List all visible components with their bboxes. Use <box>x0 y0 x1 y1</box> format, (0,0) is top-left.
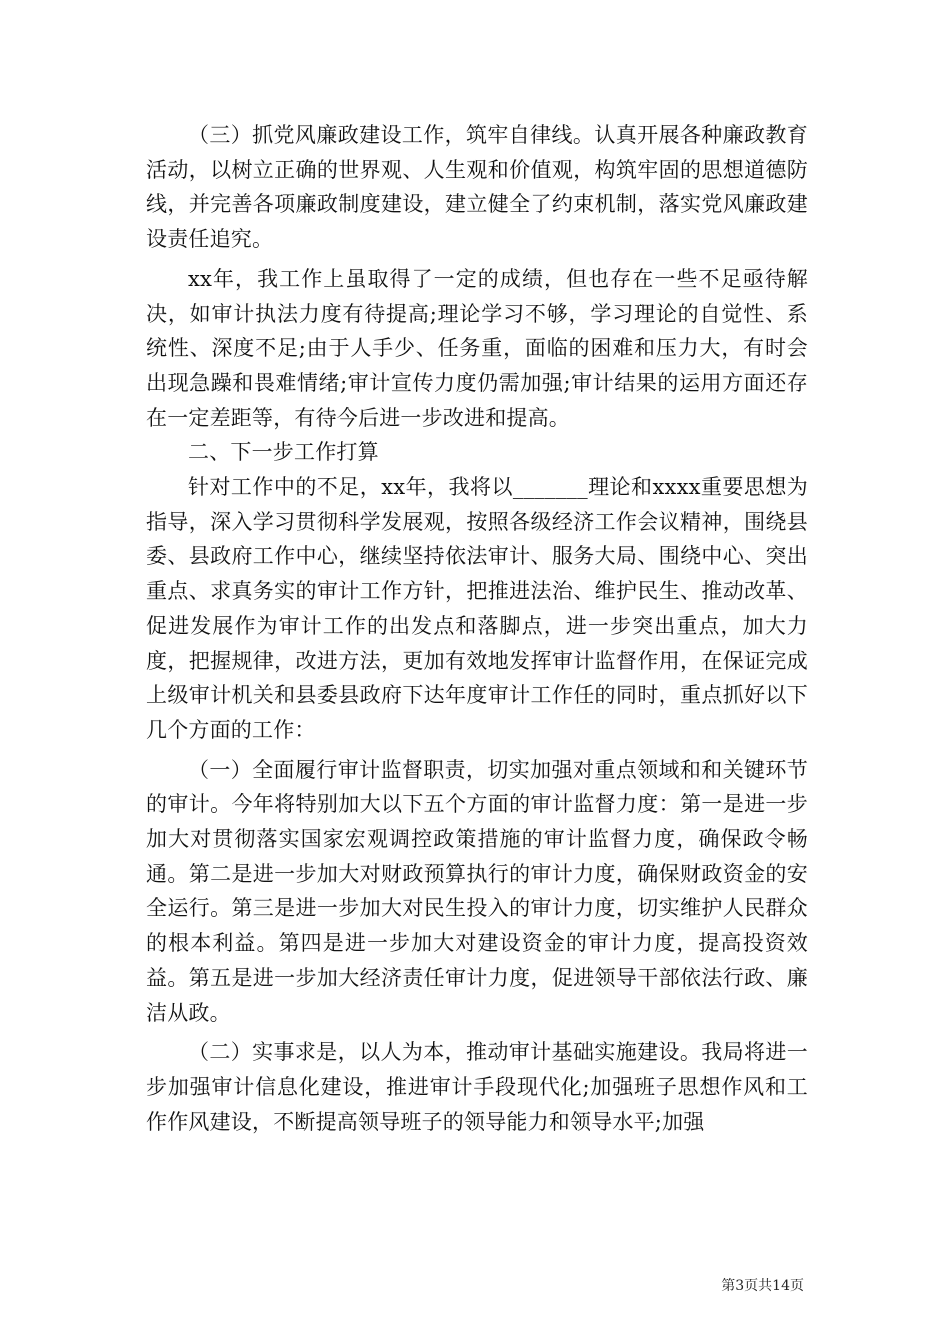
paragraph-audit-infrastructure: （二）实事求是，以人为本，推动审计基础实施建设。我局将进一步加强审计信息化建设，推进审计手段现代化;加强班子思想作风和工作作风建设，不断提高领导班子的领导能力和领导水平;加强 <box>146 1040 808 1134</box>
document-body <box>146 118 808 1139</box>
paragraph-shortcomings: xx年，我工作上虽取得了一定的成绩，但也存在一些不足亟待解决，如审计执法力度有待提高;理论学习不够，学习理论的自觉性、系统性、深度不足;由于人手少、任务重，面临的困难和压力大，有时会出现急躁和畏难情绪;审计宣传力度仍需加强;审计结果的运用方面还存在一定差距等，有待今后进一步改进和提高。 <box>146 266 808 430</box>
page-number-footer: 第3页共14页 <box>721 1278 804 1294</box>
paragraph-audit-supervision: （一）全面履行审计监督职责，切实加强对重点领域和和关键环节的审计。今年将特别加大以下五个方面的审计监督力度：第一是进一步加大对贯彻落实国家宏观调控政策措施的审计监督力度，确保政令畅通。第二是进一步加大对财政预算执行的审计力度，确保财政资金的安全运行。第三是进一步加大对民生投入的审计力度，切实维护人民群众的根本利益。第四是进一步加大对建设资金的审计力度，提高投资效益。第五是进一步加大经济责任审计力度，促进领导干部依法行政、廉洁从政。 <box>146 757 808 1025</box>
paragraph-party-conduct: （三）抓党风廉政建设工作，筑牢自律线。认真开展各种廉政教育活动，以树立正确的世界观、人生观和价值观，构筑牢固的思想道德防线，并完善各项廉政制度建设，建立健全了约束机制，落实党风廉政建设责任追究。 <box>146 123 808 252</box>
paragraph-work-plan: 针对工作中的不足，xx年，我将以_______理论和xxxx重要思想为指导，深入学习贯彻科学发展观，按照各级经济工作会议精神，围绕县委、县政府工作中心，继续坚持依法审计、服务大局、围绕中心、突出重点、求真务实的审计工作方针，把推进法治、维护民生、推动改革、促进发展作为审计工作的出发点和落脚点，进一步突出重点，加大力度，把握规律，改进方法，更加有效地发挥审计监督作用，在保证完成上级审计机关和县委县政府下达年度审计工作任的同时，重点抓好以下几个方面的工作： <box>146 475 808 742</box>
section-heading-next-steps: 二、下一步工作打算 <box>188 440 379 465</box>
